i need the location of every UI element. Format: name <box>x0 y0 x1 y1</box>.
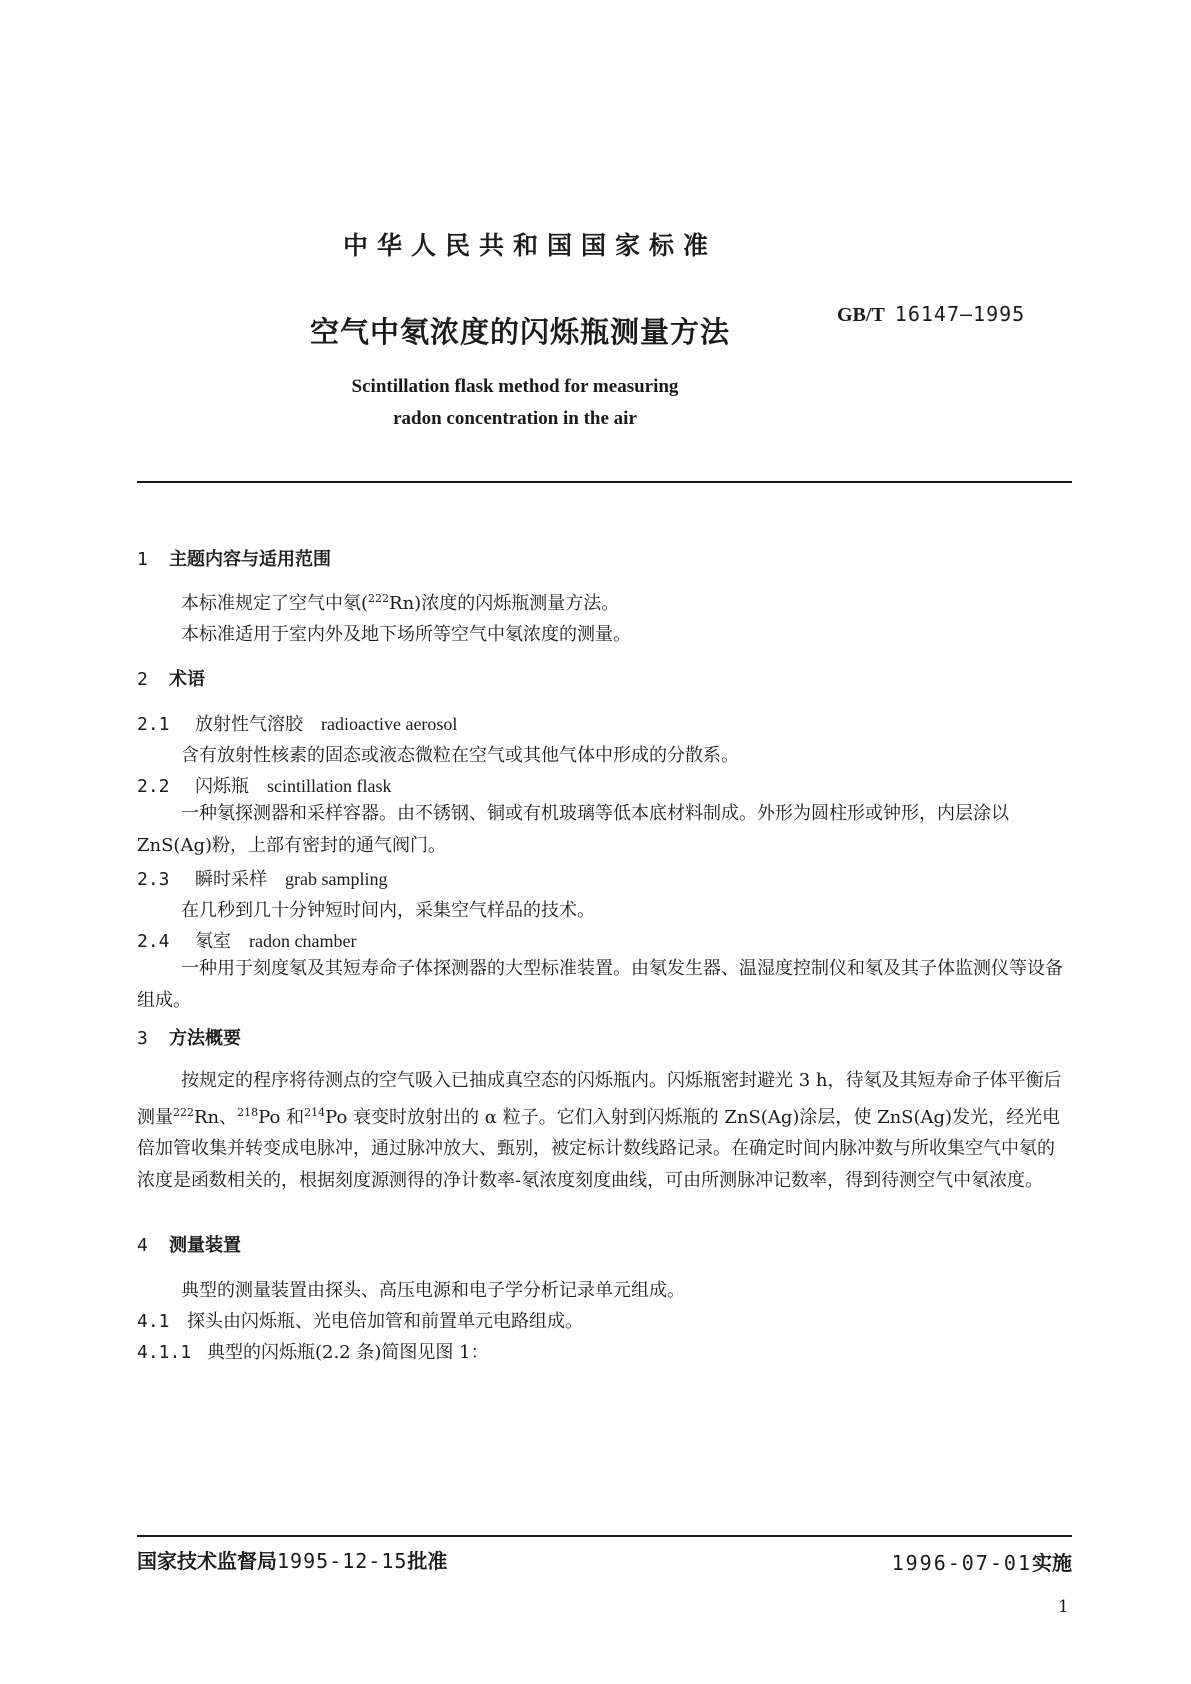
term-2-4-definition: 一种用于刻度氡及其短寿命子体探测器的大型标准装置。由氡发生器、温湿度控制仪和氡及其子体监测仪等设备组成。 <box>137 958 1063 1011</box>
document-title-en-line1: Scintillation flask method for measuring <box>351 376 679 397</box>
standard-type: 中华人民共和国国家标准 <box>342 231 717 260</box>
section-number: 1 <box>137 549 148 570</box>
section-4-heading <box>137 1231 241 1257</box>
page-number: 1 <box>1058 1597 1069 1617</box>
header-divider <box>137 481 1072 483</box>
section-1-paragraph-2: 本标准适用于室内外及地下场所等空气中氡浓度的测量。 <box>181 624 631 645</box>
term-2-2-definition: 一种氡探测器和采样容器。由不锈钢、铜或有机玻璃等低本底材料制成。外形为圆柱形或钟形，内层涂以 ZnS(Ag)粉，上部有密封的通气阀门。 <box>137 803 1009 856</box>
section-1-heading <box>137 545 331 571</box>
effective-date-line: 1996-07-01实施 <box>891 1551 1072 1575</box>
term-2-2-heading: 2.2 闪烁瓶 scintillation flask <box>137 776 392 797</box>
code-prefix: GB/T <box>837 304 885 326</box>
section-4-paragraph: 典型的测量装置由探头、高压电源和电子学分析记录单元组成。 <box>181 1280 685 1301</box>
standard-code <box>837 302 1025 327</box>
section-title: 测量装置 <box>169 1235 241 1256</box>
section-2-heading <box>137 665 205 691</box>
section-3-paragraph: 按规定的程序将待测点的空气吸入已抽成真空态的闪烁瓶内。闪烁瓶密封避光 3 h，待氡及其短寿命子体平衡后测量$^{222}$Rn、$^{218}$Po 和$^{214}$Po 衰变时放射出的 α 粒子。它们入射到闪烁瓶的 ZnS(Ag)涂层，使 ZnS(Ag)发光，经光电倍加管收集并转变成电脉冲，通过脉冲放大、甄别，被定标计数线路记录。在确定时间内脉冲数与所收集空气中氡的浓度是函数相关的，根据刻度源测得的净计数率-氡浓度刻度曲线，可由所测脉冲记数率，得到待测空气中氡浓度。 <box>137 1070 1062 1191</box>
section-1-paragraph-1: 本标准规定了空气中氡($^{222}$Rn)浓度的闪烁瓶测量方法。 <box>181 592 620 614</box>
section-number: 3 <box>137 1028 148 1049</box>
term-2-3-definition: 在几秒到几十分钟短时间内，采集空气样品的技术。 <box>181 900 595 921</box>
approval-line: 国家技术监督局1995-12-15批准 <box>137 1549 448 1573</box>
term-2-3-heading: 2.3 瞬时采样 grab sampling <box>137 869 388 890</box>
section-title: 主题内容与适用范围 <box>169 549 331 570</box>
section-title: 方法概要 <box>169 1028 241 1049</box>
term-2-4-heading: 2.4 氡室 radon chamber <box>137 931 357 952</box>
document-title-cn: 空气中氡浓度的闪烁瓶测量方法 <box>309 315 730 349</box>
section-number: 4 <box>137 1235 148 1256</box>
item-4-1: 4.1 探头由闪烁瓶、光电倍加管和前置单元电路组成。 <box>137 1311 583 1332</box>
section-3-heading <box>137 1024 241 1050</box>
term-2-1-definition: 含有放射性核素的固态或液态微粒在空气或其他气体中形成的分散系。 <box>181 745 739 766</box>
section-number: 2 <box>137 669 148 690</box>
document-title-en-line2: radon concentration in the air <box>393 408 637 429</box>
term-2-1-heading: 2.1 放射性气溶胶 radioactive aerosol <box>137 714 458 735</box>
code-number: 16147—1995 <box>894 302 1026 326</box>
section-title: 术语 <box>169 669 205 690</box>
item-4-1-1: 4.1.1 典型的闪烁瓶(2.2 条)简图见图 1： <box>137 1342 489 1363</box>
footer-divider <box>137 1535 1072 1537</box>
